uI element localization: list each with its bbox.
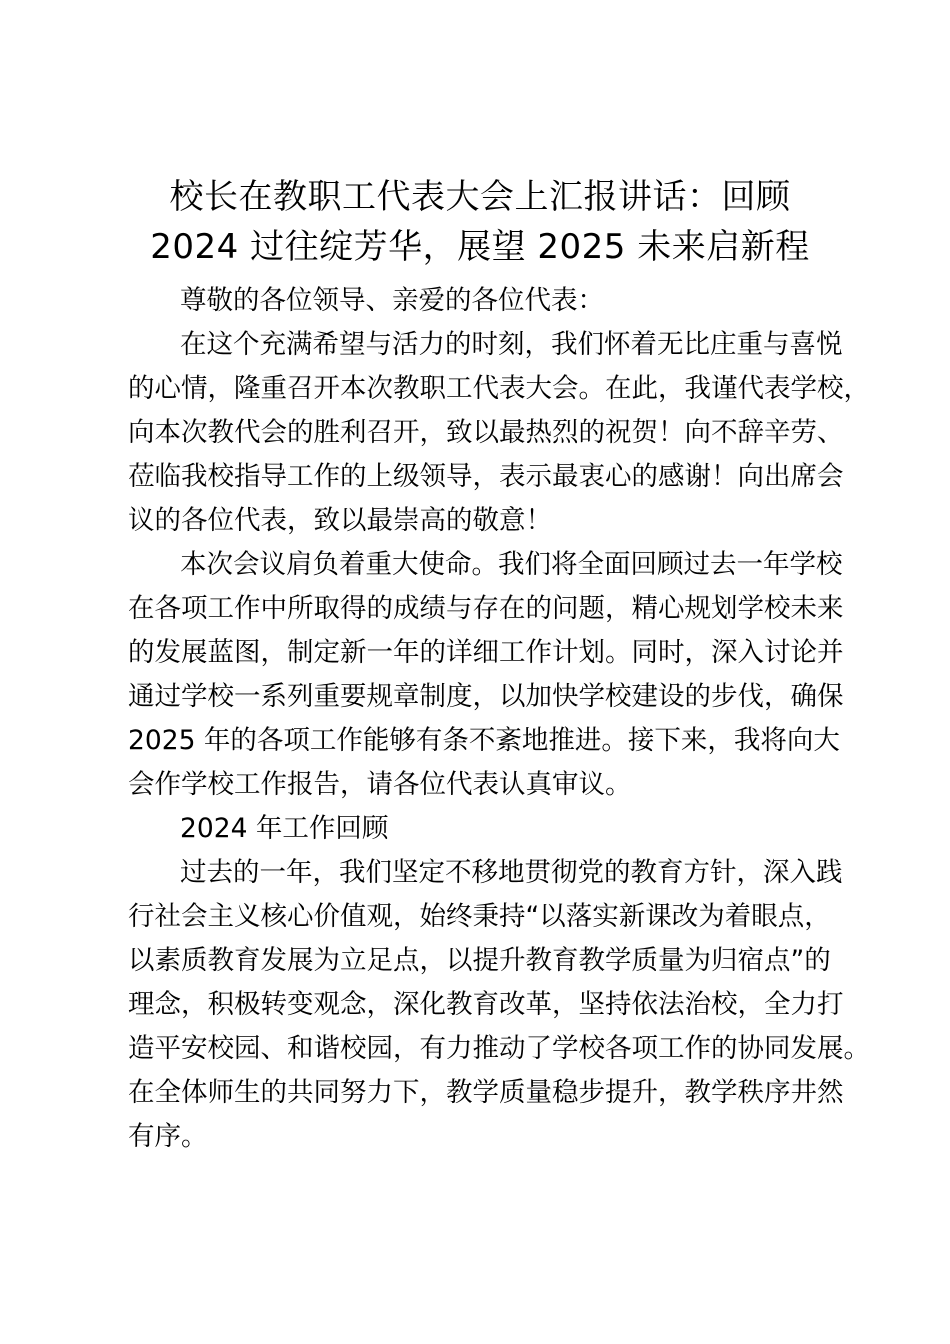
paragraph-line: 2025 年的各项工作能够有条不紊地推进。接下来，我将向大 — [128, 725, 840, 756]
section-heading-text: 2024 年工作回顾 — [180, 813, 389, 844]
paragraph-line: 造平安校园、和谐校园，有力推动了学校各项工作的协同发展。 — [128, 1033, 870, 1064]
paragraph-line: 莅临我校指导工作的上级领导，表示最衷心的感谢！向出席会 — [128, 461, 844, 492]
paragraph-line: 的心情，隆重召开本次教职工代表大会。在此，我谨代表学校， — [128, 373, 870, 404]
paragraph-line: 在这个充满希望与活力的时刻，我们怀着无比庄重与喜悦 — [180, 329, 843, 360]
section-heading — [128, 807, 858, 851]
paragraph-line: 在全体师生的共同努力下，教学质量稳步提升，教学秩序井然 — [128, 1077, 844, 1108]
paragraph-line: 有序。 — [128, 1121, 208, 1152]
paragraph-mission — [128, 543, 858, 807]
document-title-line-1: 校长在教职工代表大会上汇报讲话：回顾 — [169, 177, 791, 217]
paragraph-review — [128, 851, 870, 1159]
paragraph-line: 理念，积极转变观念，深化教育改革，坚持依法治校，全力打 — [128, 989, 844, 1020]
paragraph-line: 通过学校一系列重要规章制度，以加快学校建设的步伐，确保 — [128, 681, 844, 712]
salutation-text: 尊敬的各位领导、亲爱的各位代表： — [180, 285, 604, 316]
paragraph-line: 过去的一年，我们坚定不移地贯彻党的教育方针，深入践 — [180, 857, 843, 888]
paragraph-line: 会作学校工作报告，请各位代表认真审议。 — [128, 769, 632, 800]
paragraph-line: 本次会议肩负着重大使命。我们将全面回顾过去一年学校 — [180, 549, 843, 580]
paragraph-line: 行社会主义核心价值观，始终秉持“以落实新课改为着眼点， — [128, 901, 831, 932]
document-title-line-2: 2024 过往绽芳华，展望 2025 未来启新程 — [150, 227, 810, 267]
paragraph-line: 议的各位代表，致以最崇高的敬意！ — [128, 505, 552, 536]
paragraph-opening — [128, 323, 870, 543]
salutation — [128, 279, 858, 323]
paragraph-line: 向本次教代会的胜利召开，致以最热烈的祝贺！向不辞辛劳、 — [128, 417, 844, 448]
paragraph-line: 的发展蓝图，制定新一年的详细工作计划。同时，深入讨论并 — [128, 637, 844, 668]
paragraph-line: 以素质教育发展为立足点，以提升教育教学质量为归宿点”的 — [128, 945, 831, 976]
paragraph-line: 在各项工作中所取得的成绩与存在的问题，精心规划学校未来 — [128, 593, 844, 624]
